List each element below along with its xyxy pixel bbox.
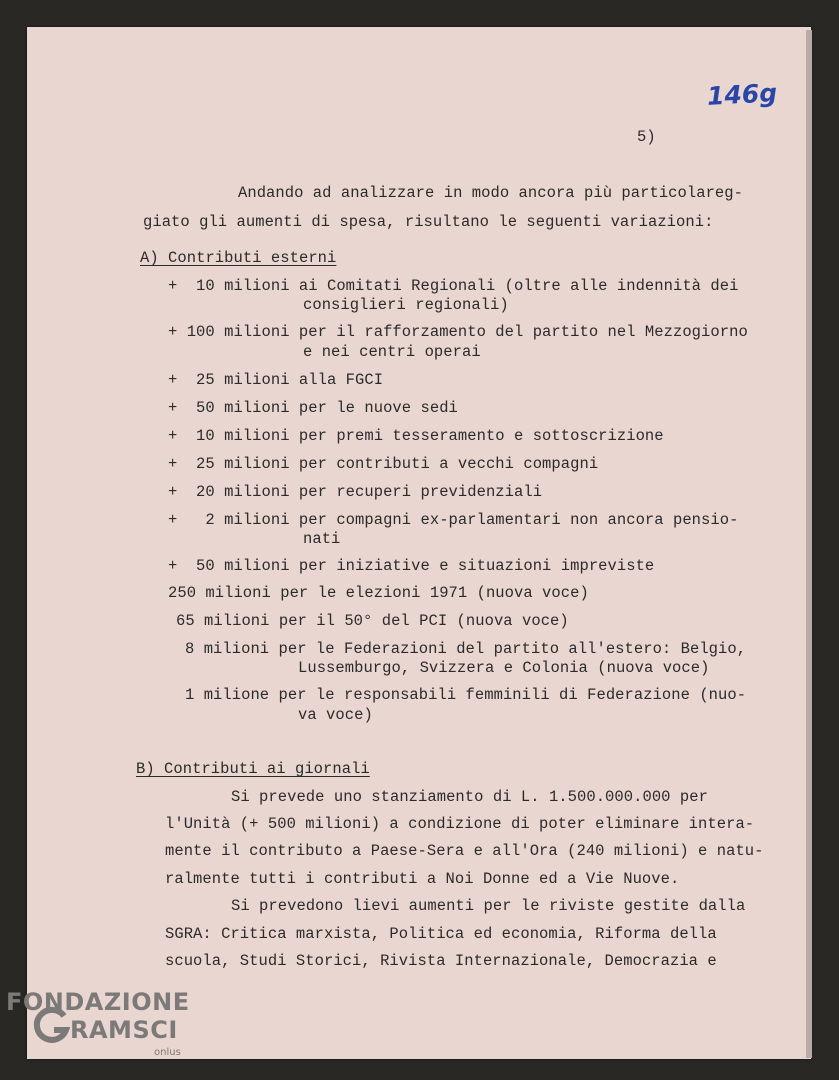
expense-line: 250 milioni per le elezioni 1971 (nuova voce)	[168, 584, 589, 602]
expense-line: e nei centri operai	[303, 343, 481, 361]
expense-line: va voce)	[298, 706, 373, 724]
expense-line: + 100 milioni per il rafforzamento del partito nel Mezzogiorno	[168, 323, 748, 341]
intro-line: giato gli aumenti di spesa, risultano le seguenti variazioni:	[143, 213, 714, 231]
page-edge	[806, 30, 812, 1058]
expense-line: 1 milione per le responsabili femminili di Federazione (nuo-	[185, 686, 747, 704]
expense-line: 65 milioni per il 50° del PCI (nuova voce)	[176, 612, 569, 630]
body-line: scuola, Studi Storici, Rivista Internazionale, Democrazia e	[165, 952, 717, 970]
expense-line: nati	[303, 530, 341, 548]
watermark-line1: FONDAZIONE	[6, 988, 190, 1016]
expense-line: + 50 milioni per iniziative e situazioni impreviste	[168, 557, 655, 575]
intro-line: Andando ad analizzare in modo ancora più particolareg-	[238, 184, 743, 202]
page-number: 5)	[637, 128, 656, 146]
expense-line: Lussemburgo, Svizzera e Colonia (nuova voce)	[298, 659, 710, 677]
expense-line: + 10 milioni ai Comitati Regionali (oltre alle indennità dei	[168, 277, 739, 295]
body-line: ralmente tutti i contributi a Noi Donne ed a Vie Nuove.	[165, 870, 680, 888]
expense-line: + 25 milioni alla FGCI	[168, 371, 384, 389]
expense-line: + 2 milioni per compagni ex-parlamentari non ancora pensio-	[168, 511, 739, 529]
body-line: l'Unità (+ 500 milioni) a condizione di poter eliminare intera-	[165, 815, 755, 833]
expense-line: + 20 milioni per recuperi previdenziali	[168, 483, 543, 501]
expense-line: consiglieri regionali)	[303, 296, 509, 314]
gramsci-g-logo-icon	[32, 1006, 72, 1046]
body-line: Si prevedono lievi aumenti per le riviste gestite dalla	[231, 897, 746, 915]
body-line: Si prevede uno stanziamento di L. 1.500.000.000 per	[231, 788, 708, 806]
body-line: mente il contributo a Paese-Sera e all'Ora (240 milioni) e natu-	[165, 842, 764, 860]
watermark-line3: onlus	[154, 1047, 181, 1058]
body-line: SGRA: Critica marxista, Politica ed economia, Riforma della	[165, 925, 717, 943]
watermark-line2: RAMSCI	[70, 1016, 178, 1044]
section-a-heading: A) Contributi esterni	[140, 249, 337, 267]
folio-number: 146g	[706, 78, 778, 111]
expense-line: + 25 milioni per contributi a vecchi compagni	[168, 455, 599, 473]
expense-line: + 50 milioni per le nuove sedi	[168, 399, 458, 417]
expense-line: + 10 milioni per premi tesseramento e sottoscrizione	[168, 427, 664, 445]
section-b-heading: B) Contributi ai giornali	[136, 760, 370, 778]
expense-line: 8 milioni per le Federazioni del partito all'estero: Belgio,	[185, 640, 747, 658]
